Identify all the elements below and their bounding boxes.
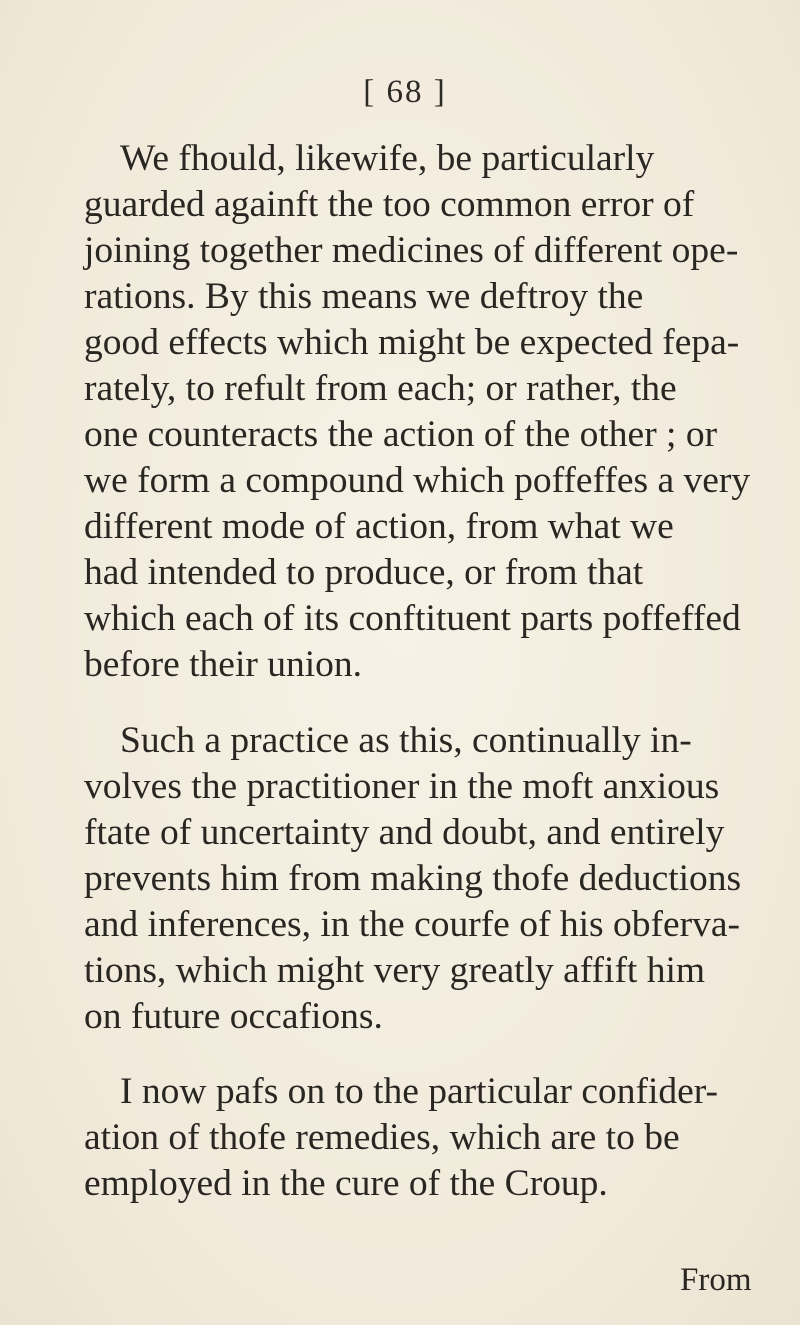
text-line: prevents him from making thofe deductions: [84, 858, 742, 899]
text-line: joining together medicines of different ope-: [84, 230, 739, 271]
text-line: before their union.: [84, 644, 363, 685]
text-line: I now pafs on to the particular confider-: [120, 1071, 718, 1112]
text-line: employed in the cure of the Croup.: [84, 1163, 608, 1204]
text-line: which each of its conftituent parts poffeffed: [84, 598, 741, 639]
page-number: [ 68 ]: [363, 74, 447, 110]
text-line: volves the practitioner in the moft anxious: [84, 766, 720, 807]
text-line: rations. By this means we deftroy the: [84, 276, 644, 317]
text-line: Such a practice as this, continually in-: [120, 720, 692, 761]
text-line: We fhould, likewife, be particularly: [120, 138, 655, 179]
text-line: had intended to produce, or from that: [84, 552, 644, 593]
text-line: we form a compound which poffeffes a very: [84, 460, 751, 501]
catchword: From: [680, 1262, 752, 1298]
text-line: different mode of action, from what we: [84, 506, 674, 547]
text-line: rately, to refult from each; or rather, the: [84, 368, 677, 409]
text-line: and inferences, in the courfe of his obferva-: [84, 904, 740, 945]
text-line: good effects which might be expected fepa-: [84, 322, 740, 363]
text-line: guarded againft the too common error of: [84, 184, 695, 225]
text-line: tions, which might very greatly affift him: [84, 950, 706, 991]
text-line: on future occafions.: [84, 996, 383, 1037]
text-line: ation of thofe remedies, which are to be: [84, 1117, 680, 1158]
text-line: one counteracts the action of the other ; or: [84, 414, 718, 455]
text-line: ftate of uncertainty and doubt, and entirely: [84, 812, 725, 853]
